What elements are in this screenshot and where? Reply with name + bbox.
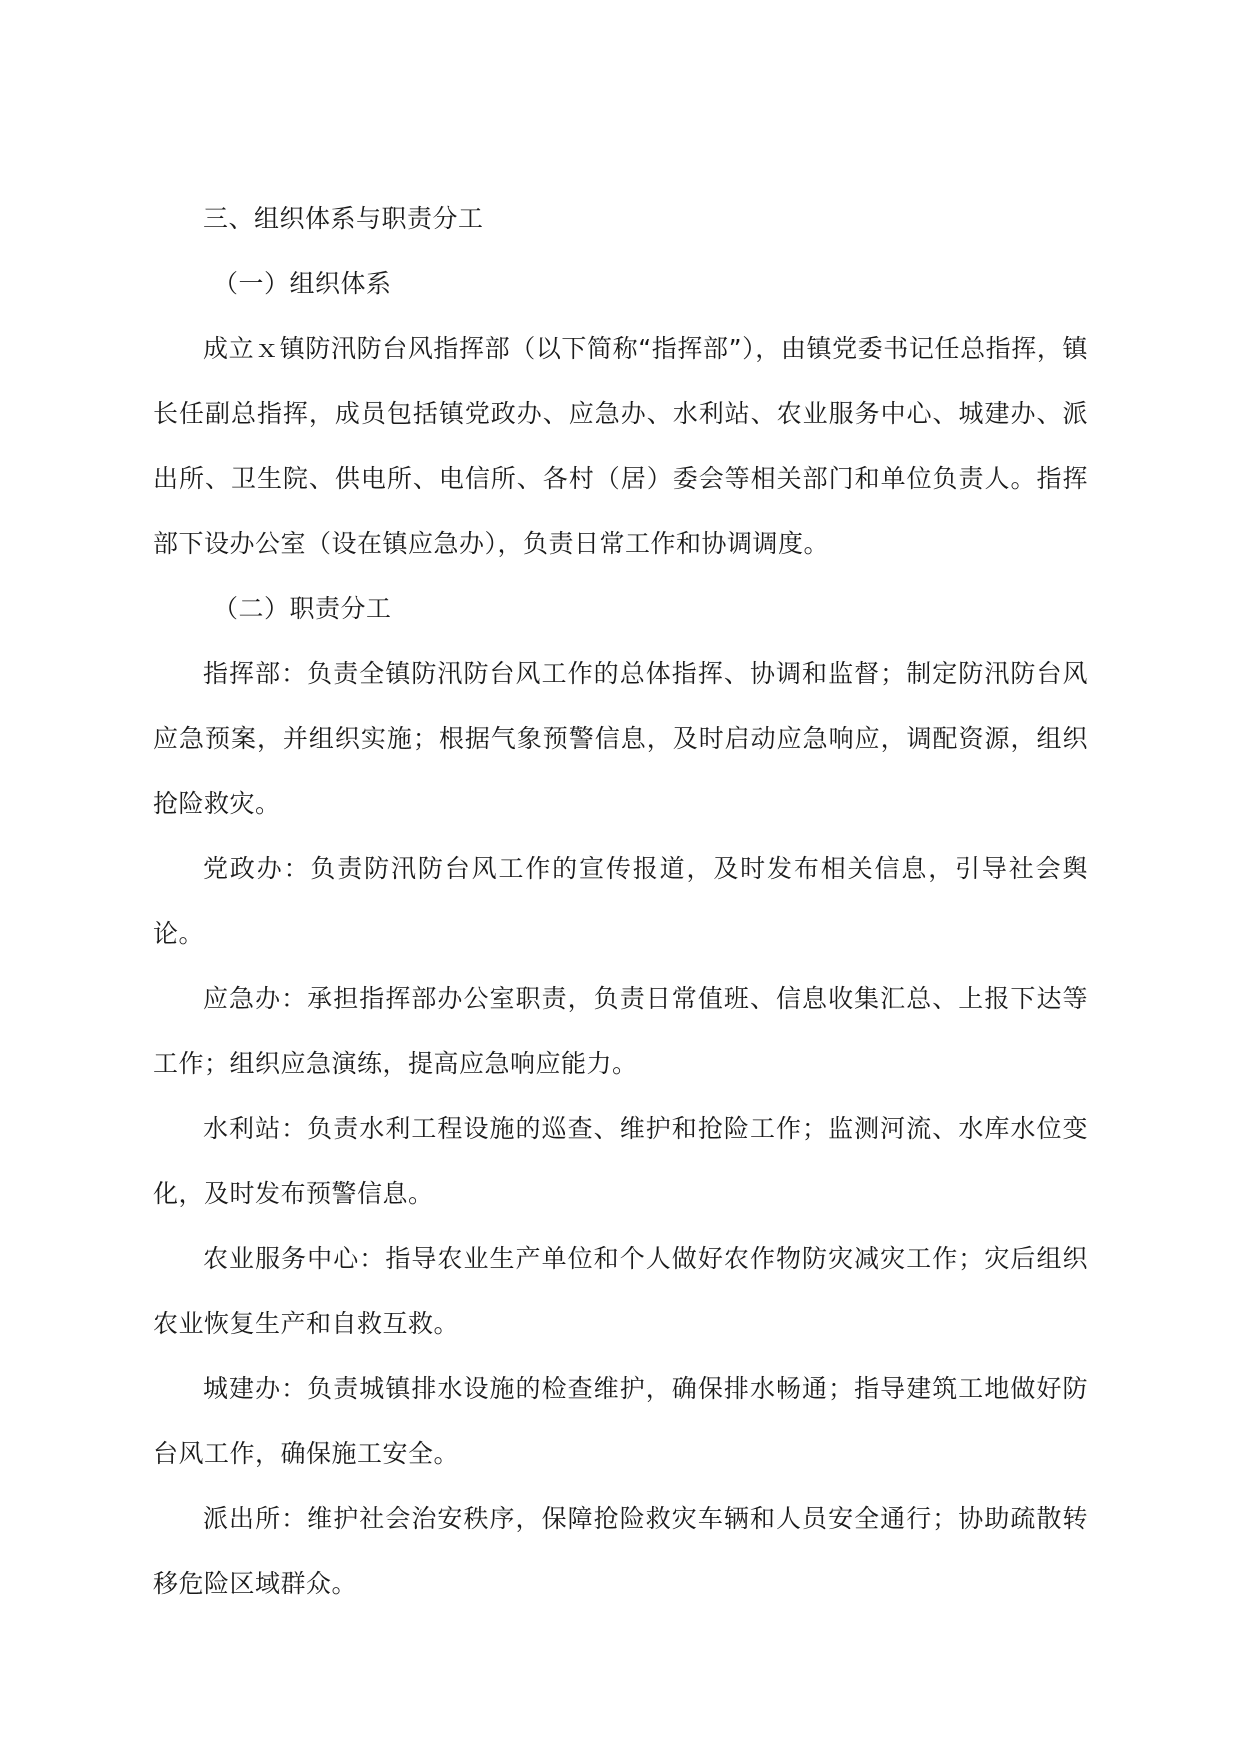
sub-heading-duties: （二）职责分工 <box>213 594 392 623</box>
duty-paragraph-water-station: 水利站：负责水利工程设施的巡查、维护和抢险工作；监测河流、水库水位变化，及时发布预警信息。 <box>153 1114 1088 1208</box>
section-heading: 三、组织体系与职责分工 <box>203 204 484 233</box>
duty-paragraph-urban-construction: 城建办：负责城镇排水设施的检查维护，确保排水畅通；指导建筑工地做好防台风工作，确保施工安全。 <box>153 1374 1088 1468</box>
document-page <box>153 186 1088 1616</box>
duty-paragraph-emergency-office: 应急办：承担指挥部办公室职责，负责日常值班、信息收集汇总、上报下达等工作；组织应急演练，提高应急响应能力。 <box>153 984 1088 1078</box>
duty-paragraph-party-office: 党政办：负责防汛防台风工作的宣传报道，及时发布相关信息，引导社会舆论。 <box>153 854 1088 948</box>
paragraph-organization: 成立ｘ镇防汛防台风指挥部（以下简称“指挥部”），由镇党委书记任总指挥，镇长任副总指挥，成员包括镇党政办、应急办、水利站、农业服务中心、城建办、派出所、卫生院、供电所、电信所、各村（居）委会等相关部门和单位负责人。指挥部下设办公室（设在镇应急办），负责日常工作和协调调度。 <box>153 334 1088 558</box>
duty-paragraph-agriculture-center: 农业服务中心：指导农业生产单位和个人做好农作物防灾减灾工作；灾后组织农业恢复生产和自救互救。 <box>153 1244 1088 1338</box>
duty-paragraph-police-station: 派出所：维护社会治安秩序，保障抢险救灾车辆和人员安全通行；协助疏散转移危险区域群众。 <box>153 1504 1088 1598</box>
duty-paragraph-command: 指挥部：负责全镇防汛防台风工作的总体指挥、协调和监督；制定防汛防台风应急预案，并组织实施；根据气象预警信息，及时启动应急响应，调配资源，组织抢险救灾。 <box>153 659 1088 818</box>
sub-heading-organization: （一）组织体系 <box>213 269 392 298</box>
